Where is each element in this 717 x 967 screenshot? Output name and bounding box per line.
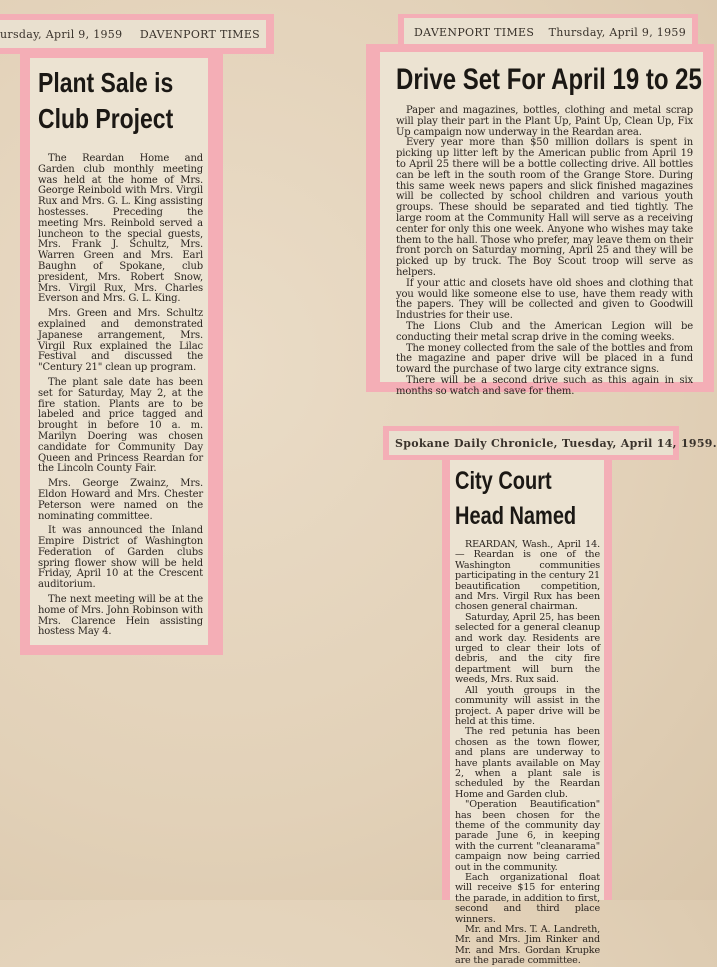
clip3-paragraph: REARDAN, Wash., April 14.— Reardan is one of the Washington communities participating in the century 21 beautification competition, and Mrs. Virgil Rux has been chosen general chairman. bbox=[455, 539, 600, 613]
clip1-paragraph: It was announced the Inland Empire District of Washington Federation of Garden clubs spring flower show will be held Friday, April 10 at the Crescent auditorium. bbox=[38, 525, 203, 591]
clip1-paragraph: Mrs. Green and Mrs. Schultz explained and demonstrated Japanese arrangement, Mrs. Virgil Rux explained the Lilac Festival and discussed the "Century 21" clean up program. bbox=[38, 308, 203, 374]
clip2-date: Thursday, April 9, 1959 bbox=[548, 25, 686, 39]
clip2-paragraph: Every year more than $50 million dollars is spent in picking up litter left by the American public from April 19 to April 25 there will be a bottle collecting drive. All bottles can be left in the south room of the Grange Store. During this same week news papers and slick finished magazines will be collected by school children and various youth groups. These should be separated and tied tightly. The large room at the Community Hall will serve as a receiving center for only this one week. Anyone who wishes may take them to the hall. Those who prefer, may leave them on their front porch on Saturday morning, April 25 and they will be picked up by truck. The Boy Scout troop will serve as helpers. bbox=[396, 137, 693, 278]
clip2-paragraph: The money collected from the sale of the bottles and from the magazine and paper drive will be placed in a fund toward the purchase of two large city extrance signs. bbox=[396, 342, 693, 376]
clip1-date: ursday, April 9, 1959 bbox=[0, 27, 123, 41]
clip2-paragraph: The Lions Club and the American Legion will be conducting their metal scrap drive in the coming weeks. bbox=[396, 320, 693, 343]
clip3-header-strip bbox=[389, 431, 717, 455]
clip2-paragraph: If your attic and closets have old shoes and clothing that you would like someone else to use, have them ready with the papers. They will be collected and given to Goodwill Industries for their use. bbox=[396, 277, 693, 322]
clip3-headline-line1: City Court bbox=[455, 467, 552, 495]
clip2-paragraph: Paper and magazines, bottles, clothing and metal scrap will play their part in the Plant Up, Paint Up, Clean Up, Fix Up campaign now underway in the Reardan area. bbox=[396, 105, 693, 138]
clip1-headline-line2: Club Project bbox=[38, 103, 174, 134]
clip3-dateline: Spokane Daily Chronicle, Tuesday, April 14, 1959. bbox=[395, 436, 717, 450]
clip1-paragraph: Mrs. George Zwainz, Mrs. Eldon Howard and Mrs. Chester Peterson were named on the nominating committee. bbox=[38, 478, 203, 522]
clip3-paragraph: Mr. and Mrs. T. A. Landreth, Mr. and Mrs. Jim Rinker and Mr. and Mrs. Gordan Krupke are the parade committee. bbox=[455, 924, 600, 967]
clip3-article bbox=[450, 460, 604, 967]
clip1-body bbox=[38, 154, 203, 638]
clip2-article bbox=[380, 52, 703, 397]
clip1-paper-name: DAVENPORT TIMES bbox=[139, 27, 260, 41]
clip1-headline-line1: Plant Sale is bbox=[38, 67, 174, 98]
clip2-paper-name: DAVENPORT TIMES bbox=[414, 25, 535, 39]
clip2-body bbox=[396, 106, 693, 398]
clip3-paragraph: "Operation Beautification" has been chosen for the theme of the community day parade June 6, in keeping with the current "cleanarama" campaign now being carried out in the community. bbox=[455, 799, 600, 873]
clip3-headline-line2: Head Named bbox=[455, 502, 577, 530]
clip3-paragraph: Each organizational float will receive $15 for entering the parade, in addition to first, second and third place winners. bbox=[455, 872, 600, 925]
clip1-headline bbox=[38, 66, 203, 150]
clip3-paragraph: All youth groups in the community will assist in the project. A paper drive will be held at this time. bbox=[455, 684, 600, 727]
clip2-header-strip bbox=[404, 18, 692, 46]
clip1-header-strip bbox=[0, 20, 266, 48]
clip1-paragraph: The Reardan Home and Garden club monthly meeting was held at the home of Mrs. George Reinbold with Mrs. Virgil Rux and Mrs. G. L. King assisting hostesses. Preceding the meeting Mrs. Reinbold served a luncheon to the special guests, Mrs. Frank J. Schultz, Mrs. Warren Green and Mrs. Earl Baughn of Spokane, club president, Mrs. Robert Snow, Mrs. Virgil Rux, Mrs. Charles Everson and Mrs. G. L. King. bbox=[38, 153, 203, 305]
clip1-paragraph: The next meeting will be at the home of Mrs. John Robinson with Mrs. Clarence Hein assisting hostess May 4. bbox=[38, 594, 203, 638]
clip3-headline bbox=[455, 464, 600, 536]
clip3-paragraph: Saturday, April 25, has been selected for a general cleanup and work day. Residents are urged to clear their lots of debris, and the city fire department will burn the weeds, Mrs. Rux said. bbox=[455, 611, 600, 686]
clip3-paragraph: The red petunia has been chosen as the town flower, and plans are underway to have plants available on May 2, when a plant sale is scheduled by the Reardan Home and Garden club. bbox=[455, 726, 600, 800]
clip2-paragraph: There will be a second drive such as this again in six months so watch and save for them. bbox=[396, 374, 693, 397]
clip1-paragraph: The plant sale date has been set for Saturday, May 2, at the fire station. Plants are to be labeled and price tagged and brought in before 10 a. m. Marilyn Doering was chosen candidate for Community Day Queen and Princess Reardan for the Lincoln County Fair. bbox=[38, 376, 203, 475]
clip3-body bbox=[455, 540, 600, 967]
clip2-headline: Drive Set For April 19 to 25 bbox=[396, 63, 702, 96]
clip1-article bbox=[30, 58, 208, 645]
